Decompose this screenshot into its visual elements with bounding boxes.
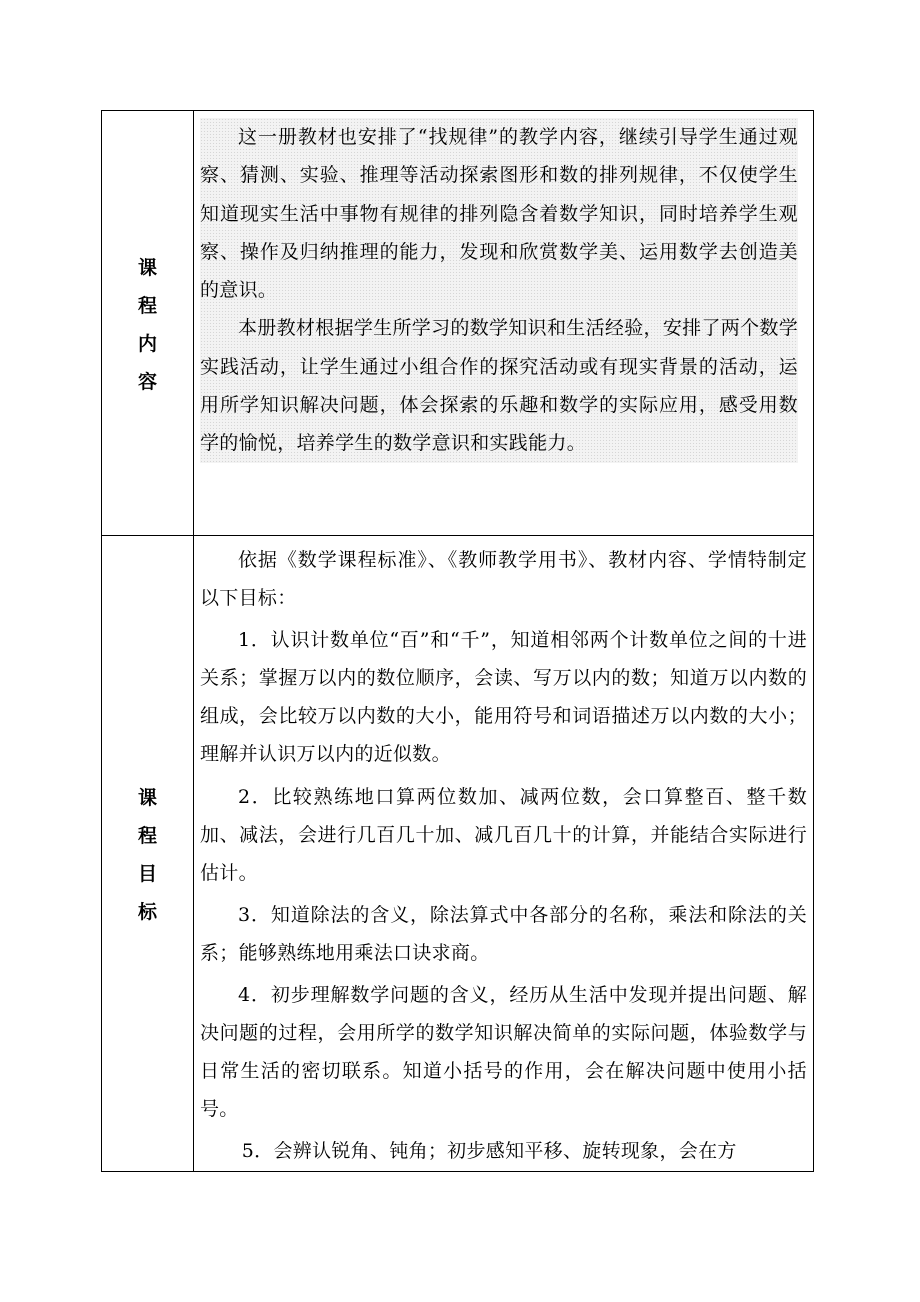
goal-item-4: 4．初步理解数学问题的含义，经历从生活中发现并提出问题、解决问题的过程，会用所学的数学知识解决简单的实际问题，体验数学与日常生活的密切联系。知道小括号的作用，会在解决问题中使用小括号。 (200, 984, 807, 1121)
label-char: 目 (137, 862, 157, 885)
label-char: 程 (137, 824, 157, 847)
label-char: 标 (137, 900, 157, 923)
label-char: 内 (137, 332, 157, 355)
goal-item-5: 5．会辨认锐角、钝角；初步感知平移、旋转现象，会在方 (241, 1140, 737, 1163)
course-table (101, 110, 814, 1172)
goal-item-3: 3．知道除法的含义，除法算式中各部分的名称，乘法和除法的关系；能够熟练地用乘法口诀求商。 (200, 903, 807, 964)
course-goals-cell (194, 536, 814, 1172)
shaded-text-block (200, 118, 798, 463)
content-paragraph-2: 本册教材根据学生所学习的数学知识和生活经验，安排了两个数学实践活动，让学生通过小组合作的探究活动或有现实背景的活动，运用所学知识解决问题，体会探索的乐趣和数学的实际应用，感受用数学的愉悦，培养学生的数学意识和实践能力。 (200, 317, 798, 455)
course-goals-row (102, 536, 814, 1172)
label-char: 课 (137, 786, 157, 809)
content-paragraph-1: 这一册教材也安排了“找规律”的教学内容，继续引导学生通过观察、猜测、实验、推理等活动探索图形和数的排列规律，不仅使学生知道现实生活中事物有规律的排列隐含着数学知识，同时培养学生观察、操作及归纳推理的能力，发现和欣赏数学美、运用数学去创造美的意识。 (200, 126, 798, 302)
course-content-row (102, 111, 814, 536)
goal-item-2: 2．比较熟练地口算两位数加、减两位数，会口算整百、整千数加、减法，会进行几百几十加、减几百几十的计算，并能结合实际进行估计。 (200, 785, 807, 884)
goal-item-1: 1．认识计数单位“百”和“千”，知道相邻两个计数单位之间的十进关系；掌握万以内的数位顺序，会读、写万以内的数；知道万以内数的组成，会比较万以内数的大小，能用符号和词语描述万以内数的大小；理解并认识万以内的近似数。 (200, 629, 807, 766)
course-content-cell (194, 111, 814, 536)
course-content-label-cell (102, 111, 194, 536)
label-char: 课 (137, 256, 157, 279)
course-goals-label-cell (102, 536, 194, 1172)
goals-intro: 依据《数学课程标准》、《教师教学用书》、教材内容、学情特制定以下目标： (200, 549, 807, 610)
label-char: 程 (137, 294, 157, 317)
course-goals-label (102, 783, 193, 924)
label-char: 容 (137, 370, 157, 393)
course-content-label (102, 253, 193, 394)
